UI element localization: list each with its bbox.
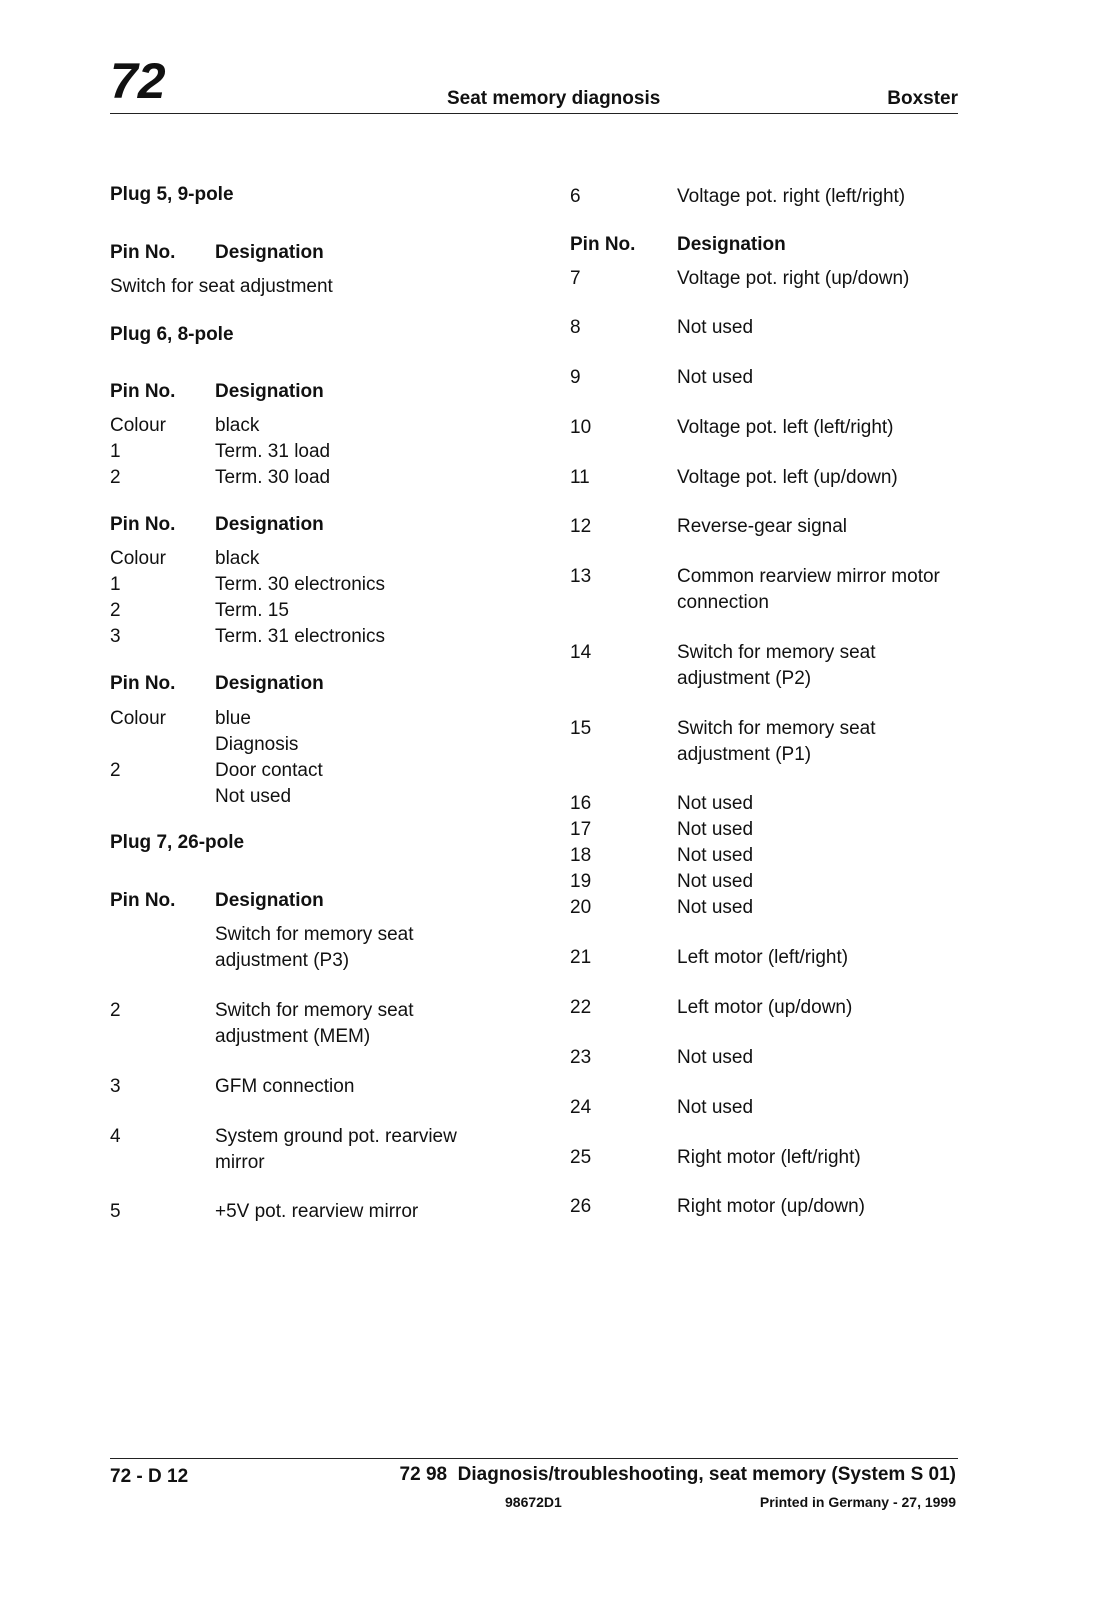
table-c-designation-header: Designation [215, 673, 324, 694]
right-desc-line1: Common rearview mirror motor [677, 566, 940, 587]
table-a-pin: 1 [110, 441, 121, 462]
right-pin-header: Pin No. [570, 234, 636, 255]
table-b-desc: black [215, 548, 260, 569]
table-c-desc: Diagnosis [215, 734, 299, 755]
chapter-number: 72 [110, 53, 166, 109]
right-desc-line1: Not used [677, 367, 754, 388]
right-desc-line1: Reverse-gear signal [677, 516, 848, 537]
plug7-desc-line1: +5V pot. rearview mirror [215, 1201, 419, 1222]
table-a-designation-header: Designation [215, 381, 324, 402]
right-desc-line2: connection [677, 592, 769, 613]
right-desc-line1: Not used [677, 845, 754, 866]
right-pin: 19 [570, 871, 592, 892]
pin6-desc: Voltage pot. right (left/right) [677, 186, 906, 207]
table-a-pin: Colour [110, 415, 166, 436]
table-a-pin-header: Pin No. [110, 381, 176, 402]
table-a-pin: 2 [110, 467, 121, 488]
right-desc-line1: Right motor (left/right) [677, 1147, 861, 1168]
right-pin: 23 [570, 1047, 592, 1068]
right-desc-line1: Not used [677, 819, 754, 840]
header-rule [110, 113, 958, 114]
right-desc-line1: Voltage pot. left (left/right) [677, 417, 894, 438]
plug7-desc-line1: Switch for memory seat [215, 924, 414, 945]
plug7-pin: 2 [110, 1000, 121, 1021]
right-desc-line1: Switch for memory seat [677, 642, 876, 663]
plug7-desc-line2: adjustment (MEM) [215, 1026, 371, 1047]
table-b-pin: 3 [110, 626, 121, 647]
right-desc-line1: Not used [677, 871, 754, 892]
plug7-desc-line2: adjustment (P3) [215, 950, 350, 971]
table-b-pin: Colour [110, 548, 166, 569]
table-c-pin: Colour [110, 708, 166, 729]
right-pin: 22 [570, 997, 592, 1018]
table-b-desc: Term. 31 electronics [215, 626, 386, 647]
table-b-pin: 2 [110, 600, 121, 621]
right-designation-header: Designation [677, 234, 786, 255]
plug7-designation-header: Designation [215, 890, 324, 911]
right-desc-line1: Not used [677, 793, 754, 814]
plug5-pin-header: Pin No. [110, 242, 176, 263]
right-desc-line2: adjustment (P1) [677, 744, 812, 765]
section-title: 72 98 Diagnosis/troubleshooting, seat memory (System S 01) [399, 1464, 956, 1485]
table-b-desc: Term. 15 [215, 600, 289, 621]
plug7-desc-line1: System ground pot. rearview [215, 1126, 457, 1147]
right-pin: 16 [570, 793, 592, 814]
model-name: Boxster [887, 88, 958, 109]
table-a-desc: black [215, 415, 260, 436]
plug7-pin: 4 [110, 1126, 121, 1147]
right-desc-line1: Not used [677, 317, 754, 338]
right-desc-line1: Voltage pot. left (up/down) [677, 467, 898, 488]
right-pin: 15 [570, 718, 592, 739]
right-pin: 12 [570, 516, 592, 537]
right-pin: 25 [570, 1147, 592, 1168]
table-c-pin-header: Pin No. [110, 673, 176, 694]
plug7-pin: 3 [110, 1076, 121, 1097]
plug7-desc-line1: Switch for memory seat [215, 1000, 414, 1021]
right-desc-line1: Not used [677, 1047, 754, 1068]
table-c-desc: Door contact [215, 760, 323, 781]
right-pin: 18 [570, 845, 592, 866]
table-a-desc: Term. 31 load [215, 441, 331, 462]
right-pin: 14 [570, 642, 592, 663]
right-pin: 8 [570, 317, 581, 338]
right-pin: 10 [570, 417, 592, 438]
plug7-pin-header: Pin No. [110, 890, 176, 911]
page-title: Seat memory diagnosis [447, 88, 661, 109]
table-b-pin-header: Pin No. [110, 514, 176, 535]
plug7-title: Plug 7, 26-pole [110, 832, 245, 853]
footer-rule [110, 1458, 958, 1459]
plug6-title: Plug 6, 8-pole [110, 324, 234, 345]
pin6-number: 6 [570, 186, 581, 207]
table-c-desc: blue [215, 708, 251, 729]
table-c-pin: 2 [110, 760, 121, 781]
right-pin: 20 [570, 897, 592, 918]
right-pin: 17 [570, 819, 592, 840]
table-b-designation-header: Designation [215, 514, 324, 535]
page-number: 72 - D 12 [110, 1466, 189, 1487]
right-pin: 24 [570, 1097, 592, 1118]
right-desc-line1: Switch for memory seat [677, 718, 876, 739]
right-desc-line1: Voltage pot. right (up/down) [677, 268, 910, 289]
table-b-desc: Term. 30 electronics [215, 574, 386, 595]
right-desc-line1: Left motor (up/down) [677, 997, 853, 1018]
right-pin: 26 [570, 1196, 592, 1217]
right-desc-line1: Not used [677, 1097, 754, 1118]
right-pin: 11 [570, 467, 590, 488]
plug5-designation-header: Designation [215, 242, 324, 263]
right-desc-line1: Left motor (left/right) [677, 947, 849, 968]
right-desc-line2: adjustment (P2) [677, 668, 812, 689]
right-pin: 13 [570, 566, 592, 587]
right-desc-line1: Not used [677, 897, 754, 918]
plug7-pin: 5 [110, 1201, 121, 1222]
table-b-pin: 1 [110, 574, 121, 595]
right-desc-line1: Right motor (up/down) [677, 1196, 865, 1217]
right-pin: 7 [570, 268, 581, 289]
document-code: 98672D1 [505, 1494, 562, 1510]
print-note: Printed in Germany - 27, 1999 [759, 1494, 956, 1510]
table-a-desc: Term. 30 load [215, 467, 331, 488]
plug7-desc-line1: GFM connection [215, 1076, 355, 1097]
plug5-title: Plug 5, 9-pole [110, 184, 234, 205]
plug7-desc-line2: mirror [215, 1152, 265, 1173]
plug5-note: Switch for seat adjustment [110, 276, 333, 297]
table-c-desc: Not used [215, 786, 292, 807]
right-pin: 9 [570, 367, 581, 388]
right-pin: 21 [570, 947, 592, 968]
